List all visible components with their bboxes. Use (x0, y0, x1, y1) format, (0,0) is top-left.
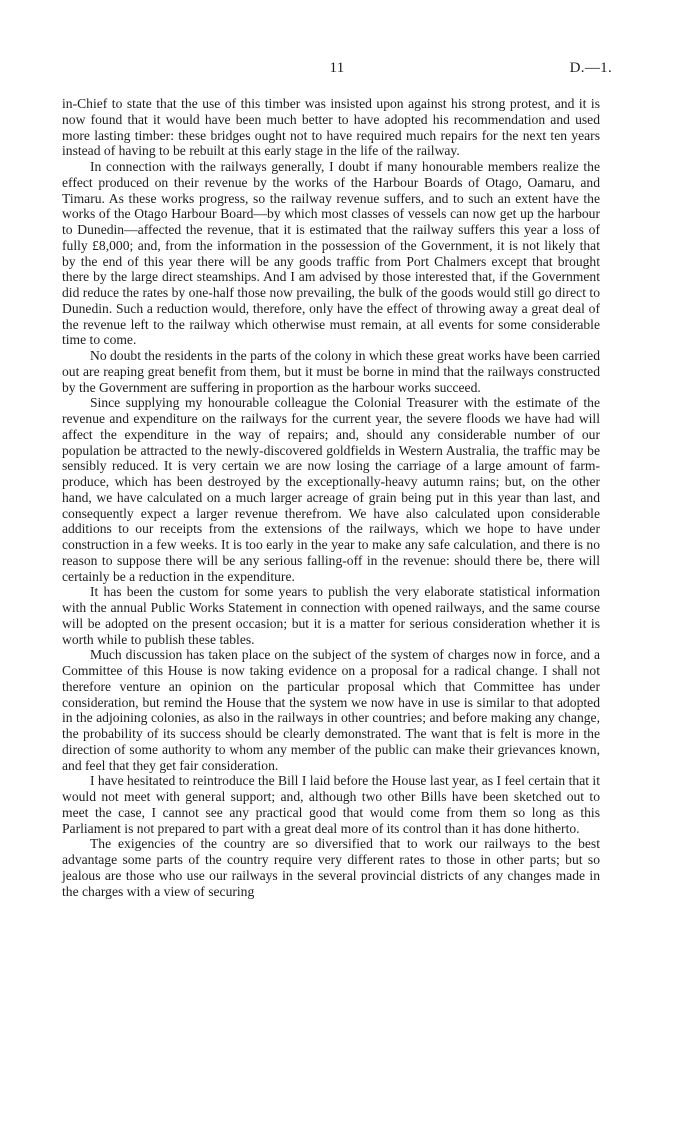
paragraph: Since supplying my honourable colleague the Colonial Treasurer with the estimate of the revenue and expenditure on the railways for the current year, the severe floods we have had will affect the expenditure in the way of repairs; and, should any considerable number of our population be attracted to the newly-discovered goldfields in Western Australia, the traffic may be sensibly reduced. It is very certain we are now losing the carriage of a large amount of farm-produce, which has been destroyed by the exceptionally-heavy autumn rains; but, on the other hand, we have calculated on a much larger acreage of grain being put in this year than last, and consequently expect a larger revenue therefrom. We have also calculated upon considerable additions to our receipts from the extensions of the railways, which we hope to have under construction in a few weeks. It is too early in the year to make any safe calculation, and there is no reason to suppose there will be any serious falling-off in the revenue: should there be, there will certainly be a reduction in the expenditure. (62, 395, 600, 584)
paragraph: In connection with the railways generally, I doubt if many honourable members realize the effect produced on their revenue by the works of the Harbour Boards of Otago, Oamaru, and Timaru. As these works progress, so the railway revenue suffers, and to such an extent have the works of the Otago Harbour Board—by which most classes of vessels can now get up the harbour to Dunedin—affected the revenue, that it is estimated that the railway suffers this year a loss of fully £8,000; and, from the information in the possession of the Government, it is not likely that by the end of this year there will be any goods traffic from Port Chalmers except that brought there by the large direct steamships. And I am advised by those interested that, if the Government did reduce the rates by one-half those now prevailing, the bulk of the goods would still go direct to Dunedin. Such a reduction would, therefore, only have the effect of throwing away a great deal of the revenue left to the railway which otherwise must remain, at all events for some considerable time to come. (62, 159, 600, 348)
document-reference: D.—1. (569, 60, 612, 76)
paragraph: No doubt the residents in the parts of the colony in which these great works have been carried out are reaping great benefit from them, but it must be borne in mind that the railways constructed by the Government are suffering in proportion as the harbour works succeed. (62, 348, 600, 395)
paragraph: The exigencies of the country are so diversified that to work our railways to the best advantage some parts of the country require very different rates to those in other parts; but so jealous are those who use our railways in the several provincial districts of any changes made in the charges with a view of securing (62, 836, 600, 899)
paragraph: I have hesitated to reintroduce the Bill I laid before the House last year, as I feel certain that it would not meet with general support; and, although two other Bills have been sketched out to meet the case, I cannot see any practical good that would come from them so long as this Parliament is not prepared to part with a great deal more of its control than it has done hitherto. (62, 773, 600, 836)
page-header (62, 60, 612, 82)
paragraph: in-Chief to state that the use of this timber was insisted upon against his strong protest, and it is now found that it would have been much better to have adopted his recommendation and used more lasting timber: these bridges ought not to have required much repairs for the next ten years instead of having to be rebuilt at this early stage in the life of the railway. (62, 96, 600, 159)
page-number: 11 (329, 60, 345, 76)
body-text (62, 96, 600, 899)
paragraph: Much discussion has taken place on the subject of the system of charges now in force, and a Committee of this House is now taking evidence on a proposal for a radical change. I shall not therefore venture an opinion on the particular proposal which that Committee has under consideration, but remind the House that the system we now have in use is similar to that adopted in the adjoining colonies, as also in the railways in other countries; and before making any change, the probability of its success should be clearly demonstrated. The want that is felt is more in the direction of some authority to whom any member of the public can make their grievances known, and feel that they get fair consideration. (62, 647, 600, 773)
paragraph: It has been the custom for some years to publish the very elaborate statistical information with the annual Public Works Statement in connection with opened railways, and the same course will be adopted on the present occasion; but it is a matter for serious consideration whether it is worth while to publish these tables. (62, 584, 600, 647)
